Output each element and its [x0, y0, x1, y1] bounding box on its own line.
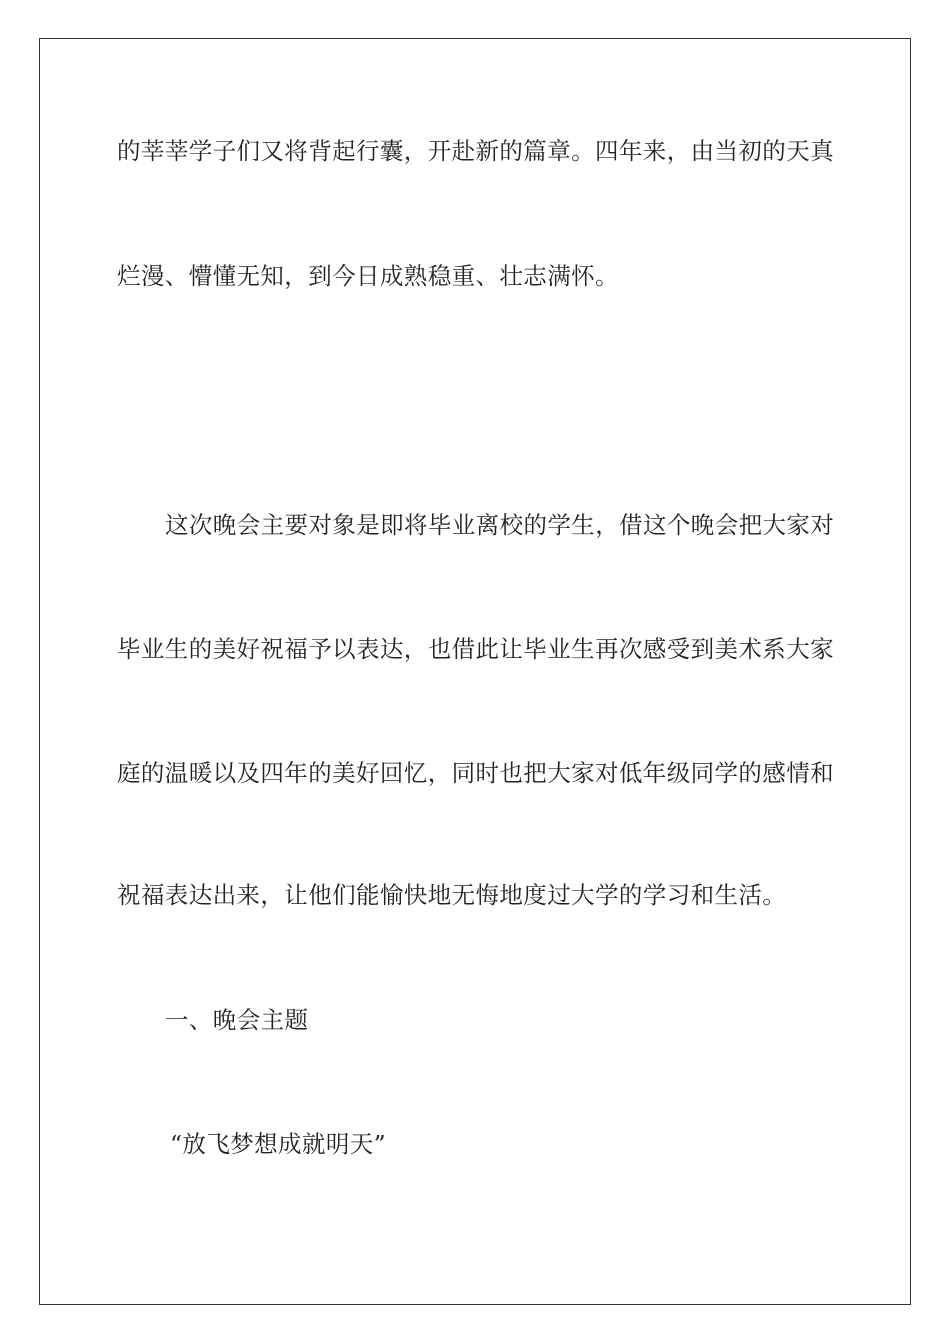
theme-slogan: “放飞梦想成就明天”	[170, 1130, 387, 1158]
section-heading: 一、晚会主题	[165, 1006, 309, 1034]
paragraph-2-line-4: 祝福表达出来，让他们能愉快地无悔地度过大学的学习和生活。	[117, 881, 787, 909]
page-border	[39, 38, 911, 1305]
paragraph-2-line-1: 这次晚会主要对象是即将毕业离校的学生，借这个晚会把大家对	[165, 511, 835, 539]
paragraph-1-line-2: 烂漫、懵懂无知，到今日成熟稳重、壮志满怀。	[117, 262, 619, 290]
paragraph-2-line-2: 毕业生的美好祝福予以表达，也借此让毕业生再次感受到美术系大家	[117, 635, 834, 663]
paragraph-1-line-1: 的莘莘学子们又将背起行囊，开赴新的篇章。四年来，由当初的天真	[117, 137, 834, 165]
paragraph-2-line-3: 庭的温暖以及四年的美好回忆，同时也把大家对低年级同学的感情和	[117, 759, 834, 787]
